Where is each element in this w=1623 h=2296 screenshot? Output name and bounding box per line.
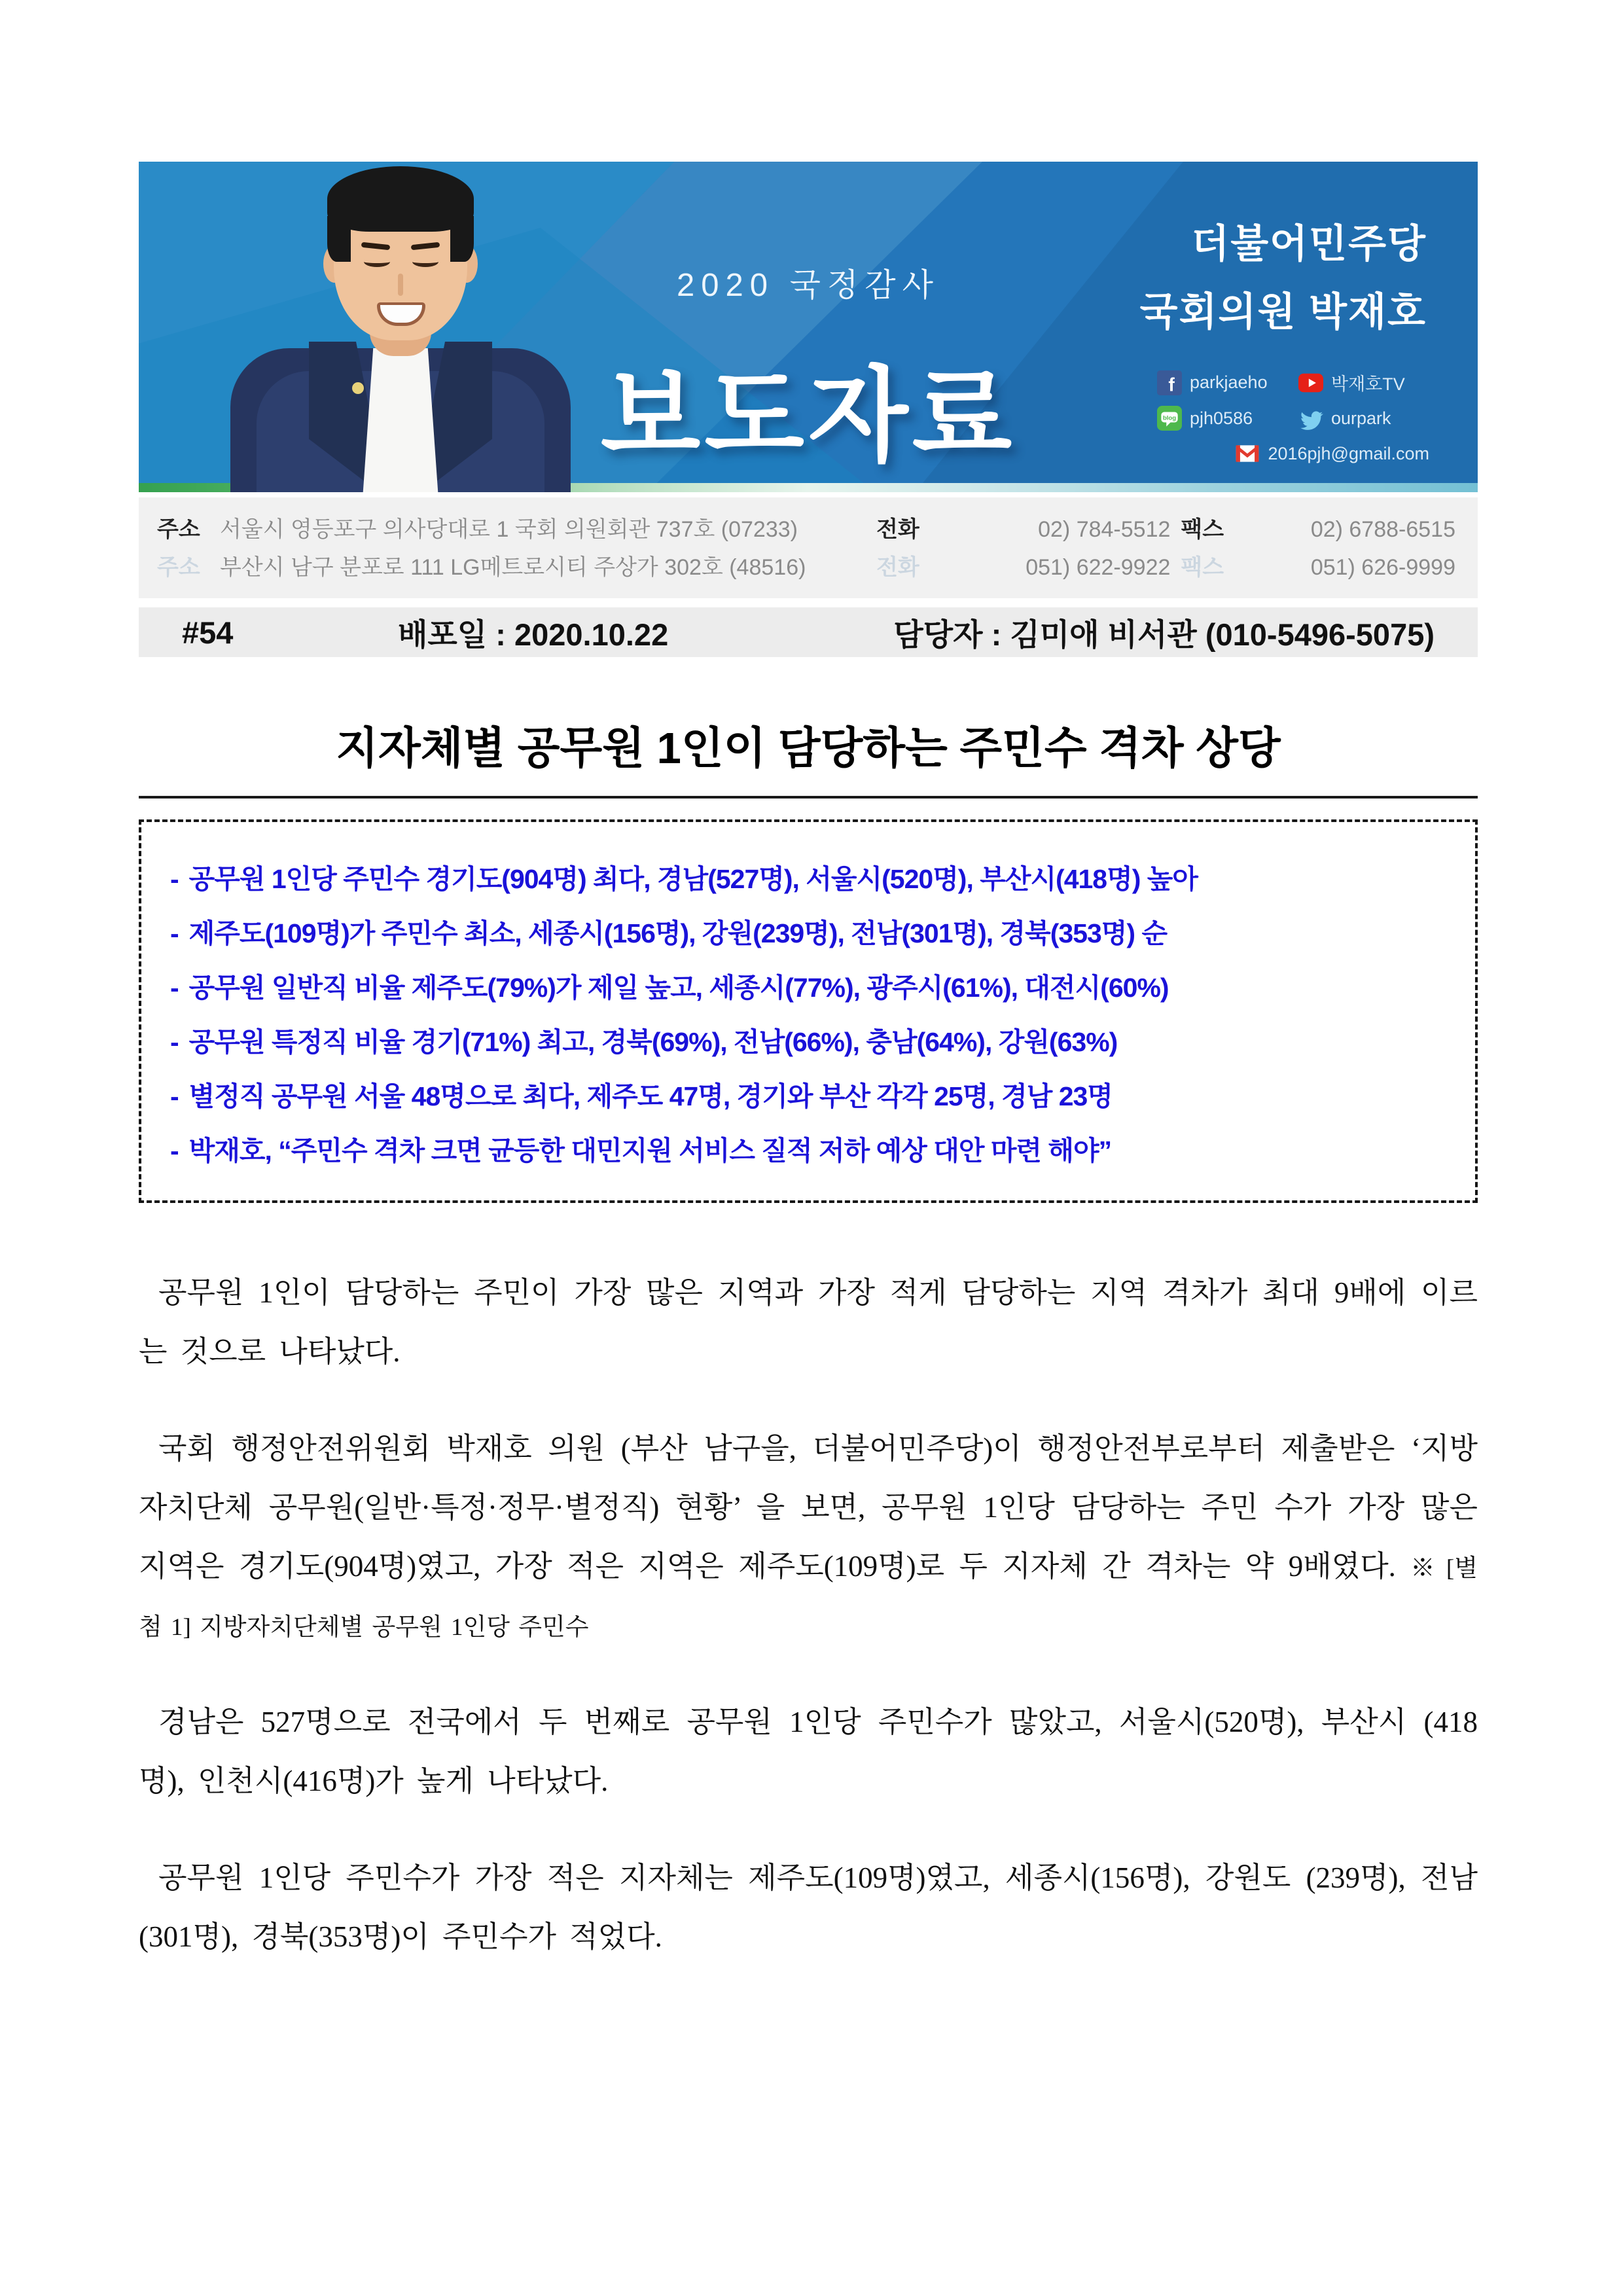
highlight-text: 공무원 특정직 비율 경기(71%) 최고, 경북(69%), 전남(66%), 충남(64%), 강원(63%) xyxy=(188,1027,1118,1057)
phone-label: 전화 xyxy=(876,517,919,542)
youtube-icon xyxy=(1298,370,1323,395)
fax-seoul: 02) 6788-6515 xyxy=(1310,517,1455,542)
address-busan: 부산시 남구 분포로 111 LG메트로시티 주상가 302호 (48516) xyxy=(220,555,806,580)
highlight-item xyxy=(164,1020,1453,1059)
bullet-dash: - xyxy=(170,1081,179,1111)
address-column xyxy=(157,511,850,586)
facebook-icon xyxy=(1157,370,1182,395)
event-title: 2020 국정감사 xyxy=(677,268,940,303)
highlight-text: 공무원 1인당 주민수 경기도(904명) 최다, 경남(527명), 서울시(520명), 부산시(418명) 높아 xyxy=(188,864,1198,894)
highlight-text: 공무원 일반직 비율 제주도(79%)가 제일 높고, 세종시(77%), 광주시(61%), 대전시(60%) xyxy=(188,973,1169,1003)
paragraph-text: 공무원 1인당 주민수가 가장 적은 지자체는 제주도(109명)였고, 세종시(156명), 강원도 (239명), 전남(301명), 경북(353명)이 주민수가 적었다. xyxy=(139,1861,1478,1953)
bullet-dash: - xyxy=(170,1027,179,1057)
paragraph xyxy=(139,1693,1478,1810)
banner-right xyxy=(1140,213,1427,337)
bullet-dash: - xyxy=(170,973,179,1003)
doc-type-title: 보도자료 xyxy=(600,359,1016,474)
meta-row xyxy=(139,607,1478,657)
highlight-item xyxy=(164,966,1453,1005)
paragraph xyxy=(139,1419,1478,1655)
member-name: 국회의원 박재호 xyxy=(1139,290,1427,334)
contact-manager: 담당자 : 김미애 비서관 (010-5496-5075) xyxy=(893,617,1435,652)
fax-busan: 051) 626-9999 xyxy=(1310,555,1455,580)
paragraph-text: 경남은 527명으로 전국에서 두 번째로 공무원 1인당 주민수가 많았고, 서울시(520명), 부산시 (418명), 인천시(416명)가 높게 나타났다. xyxy=(139,1706,1478,1797)
bullet-dash: - xyxy=(170,1136,179,1166)
bullet-dash: - xyxy=(170,918,179,948)
politician-photo xyxy=(211,178,590,492)
lapel-pin xyxy=(352,382,364,394)
phone-seoul: 02) 784-5512 xyxy=(1038,517,1171,542)
svg-text:blog: blog xyxy=(1162,414,1177,422)
highlight-text: 제주도(109명)가 주민수 최소, 세종시(156명), 강원(239명), 전남(301명), 경북(353명) 순 xyxy=(188,918,1168,948)
paragraph-text: 국회 행정안전위원회 박재호 의원 (부산 남구을, 더불어민주당)이 행정안전부로부터 제출받은 ‘지방자치단체 공무원(일반·특정·정무·별정직) 현황’ 을 보면, 공무원 1인당 담당하는 주민 수가 가장 많은 지역은 경기도(904명)였고, 가장 적은 지역은 제주도(109명)로 두 지자체 간 격차는 약 9배였다. xyxy=(139,1432,1478,1583)
email-icon xyxy=(1235,441,1260,466)
blog-handle: pjh0586 xyxy=(1190,408,1253,428)
highlight-item xyxy=(164,912,1453,950)
attachment-note: ※ [별첨 1] 지방자치단체별 공무원 1인당 주민수 xyxy=(139,1555,1478,1641)
issue-number: #54 xyxy=(182,615,234,650)
highlight-item xyxy=(164,1075,1453,1113)
party-name: 더불어민주당 xyxy=(1191,222,1427,266)
highlight-item xyxy=(164,1129,1453,1168)
banner xyxy=(139,162,1478,492)
fax-column xyxy=(1181,511,1459,586)
highlight-item xyxy=(164,857,1453,896)
blog-icon xyxy=(1157,406,1182,431)
headline: 지자체별 공무원 1인이 담당하는 주민수 격차 상당 xyxy=(139,713,1478,798)
highlight-text: 박재호, “주민수 격차 크면 균등한 대민지원 서비스 질적 저하 예상 대안 마련 해야” xyxy=(188,1136,1112,1166)
twitter-icon xyxy=(1298,406,1323,431)
address-seoul: 서울시 영등포구 의사당대로 1 국회 의원회관 737호 (07233) xyxy=(220,517,798,542)
contact-block xyxy=(139,497,1478,598)
banner-center xyxy=(580,260,1036,482)
phone-label-ghost: 전화 xyxy=(876,555,919,580)
youtube-handle: 박재호TV xyxy=(1331,374,1405,394)
highlight-text: 별정직 공무원 서울 48명으로 최다, 제주도 47명, 경기와 부산 각각 25명, 경남 23명 xyxy=(188,1081,1113,1111)
release-date: 배포일 : 2020.10.22 xyxy=(398,617,669,652)
phone-column xyxy=(876,511,1174,586)
email-address: 2016pjh@gmail.com xyxy=(1268,443,1429,463)
facebook-handle: parkjaeho xyxy=(1190,372,1268,392)
bullet-dash: - xyxy=(170,864,179,894)
address-label: 주소 xyxy=(157,517,200,542)
article-body xyxy=(139,1263,1478,1966)
fax-label: 팩스 xyxy=(1181,517,1224,542)
paragraph xyxy=(139,1263,1478,1381)
svg-text:f: f xyxy=(1168,374,1175,395)
highlights-box xyxy=(139,819,1478,1203)
twitter-handle: ourpark xyxy=(1331,408,1391,428)
paragraph-text: 공무원 1인이 담당하는 주민이 가장 많은 지역과 가장 적게 담당하는 지역 격차가 최대 9배에 이르는 것으로 나타났다. xyxy=(139,1276,1478,1368)
social-links xyxy=(1157,359,1429,466)
address-label-ghost: 주소 xyxy=(157,555,200,580)
fax-label-ghost: 팩스 xyxy=(1181,555,1224,580)
phone-busan: 051) 622-9922 xyxy=(1026,555,1171,580)
paragraph xyxy=(139,1848,1478,1966)
